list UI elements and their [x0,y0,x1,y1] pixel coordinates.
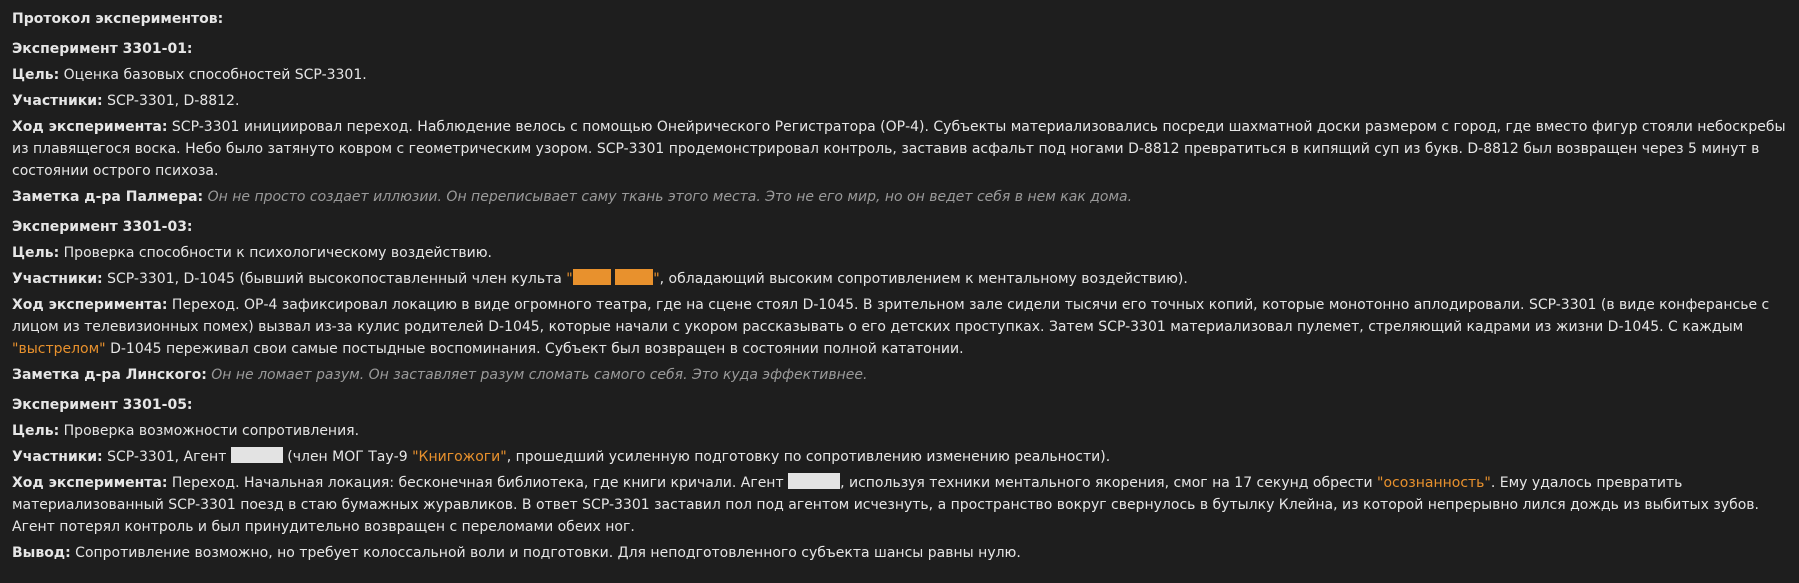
goal-text: Проверка возможности сопротивления. [63,423,360,439]
note-text: Он не ломает разум. Он заставляет разум сломать самого себя. Это куда эффективнее. [211,367,868,383]
note-label: Заметка д-ра Линского: [12,367,207,383]
course-text-b: D-1045 переживал свои самые постыдные воспоминания. Субъект был возвращен в состоянии полной кататонии. [105,341,964,357]
redaction-block [788,473,840,489]
conclusion-text: Сопротивление возможно, но требует колоссальной воли и подготовки. Для неподготовленного субъекта шансы равны нулю. [75,545,1021,561]
course-label: Ход эксперимента: [12,297,168,313]
goal-label: Цель: [12,245,60,261]
goal-label: Цель: [12,67,60,83]
course-accent: "осознанность" [1377,475,1491,491]
goal-line [12,64,1787,86]
participants-text-a: SCP-3301, Агент [107,449,231,465]
course-text-b: , используя техники ментального якорения, смог на 17 секунд обрести [840,475,1377,491]
course-label: Ход эксперимента: [12,119,168,135]
participants-text-b: , обладающий высоким сопротивлением к ментальному воздействию). [659,271,1188,287]
experiment-heading: Эксперимент 3301-01: [12,41,193,57]
goal-line [12,242,1787,264]
participants-text-b: (член МОГ Тау-9 [282,449,413,465]
participants-text-a: SCP-3301, D-1045 (бывший высокопоставленный член культа [107,271,567,287]
protocol-title: Протокол экспериментов: [12,11,224,27]
goal-text: Проверка способности к психологическому воздействию. [63,245,492,261]
participants-accent: "Книгожоги" [412,449,507,465]
note-text: Он не просто создает иллюзии. Он переписывает саму ткань этого места. Это не его мир, но он ведет себя в нем как дома. [207,189,1133,205]
conclusion-label: Вывод: [12,545,71,561]
course-text-a: Переход. ОР-4 зафиксировал локацию в виде огромного театра, где на сцене стоял D-1045. В зрительном зале сидели тысячи его точных копий, которые монотонно аплодировали. SCP-3301 (в виде конферансье с лицом из телевизионных помех) вызвал из-за кулис родителей D-1045, которые начали с укором рассказывать о его детских проступках. Затем SCP-3301 материализовал пулемет, стреляющий кадрами из жизни D-1045. С каждым [12,297,1770,335]
course-text: SCP-3301 инициировал переход. Наблюдение велось с помощью Онейрического Регистратора (ОР-4). Субъекты материализовались посреди шахматной доски размером с город, где вместо фигур стояли небоскребы из плавящегося воска. Небо было затянуто ковром с геометрическим узором. SCP-3301 продемонстрировал контроль, заставив асфальт под ногами D-8812 превратиться в кипящий суп из букв. D-8812 был возвращен через 5 минут в состоянии острого психоза. [12,119,1786,179]
course-text-c: . Ему удалось превратить материализованный SCP-3301 поезд в стаю бумажных журавликов. В ответ SCP-3301 заставил пол под агентом исчезнуть, а пространство вокруг свернулось в бутылку Клейна, из которой непрерывно лился дождь из выбитых зубов. Агент потерял контроль и был принудительно возвращен с переломами обеих ног. [12,475,1759,535]
course-line [12,294,1787,360]
goal-text: Оценка базовых способностей SCP-3301. [63,67,367,83]
goal-line [12,420,1787,442]
experiment-heading: Эксперимент 3301-05: [12,397,193,413]
course-line [12,116,1787,182]
note-line [12,186,1787,208]
participants-text-c: , прошедший усиленную подготовку по сопротивлению изменению реальности). [506,449,1111,465]
conclusion-line [12,542,1787,564]
note-line [12,364,1787,386]
participants-label: Участники: [12,271,103,287]
redaction-block [615,269,653,285]
experiment-heading: Эксперимент 3301-03: [12,219,193,235]
redaction-block [573,269,611,285]
redaction-block [231,447,283,463]
participants-label: Участники: [12,449,103,465]
goal-label: Цель: [12,423,60,439]
participants-line [12,90,1787,112]
participants-label: Участники: [12,93,103,109]
participants-text: SCP-3301, D-8812. [107,93,240,109]
experiment-3301-05 [12,394,1787,564]
course-line [12,472,1787,538]
course-text-a: Переход. Начальная локация: бесконечная библиотека, где книги кричали. Агент [171,475,789,491]
quote-open: " [566,271,573,287]
experiment-3301-03 [12,216,1787,386]
quote-close: " [653,271,660,287]
participants-line [12,268,1787,290]
course-accent: "выстрелом" [12,341,106,357]
course-label: Ход эксперимента: [12,475,168,491]
experiment-3301-01 [12,38,1787,208]
participants-line [12,446,1787,468]
note-label: Заметка д-ра Палмера: [12,189,204,205]
